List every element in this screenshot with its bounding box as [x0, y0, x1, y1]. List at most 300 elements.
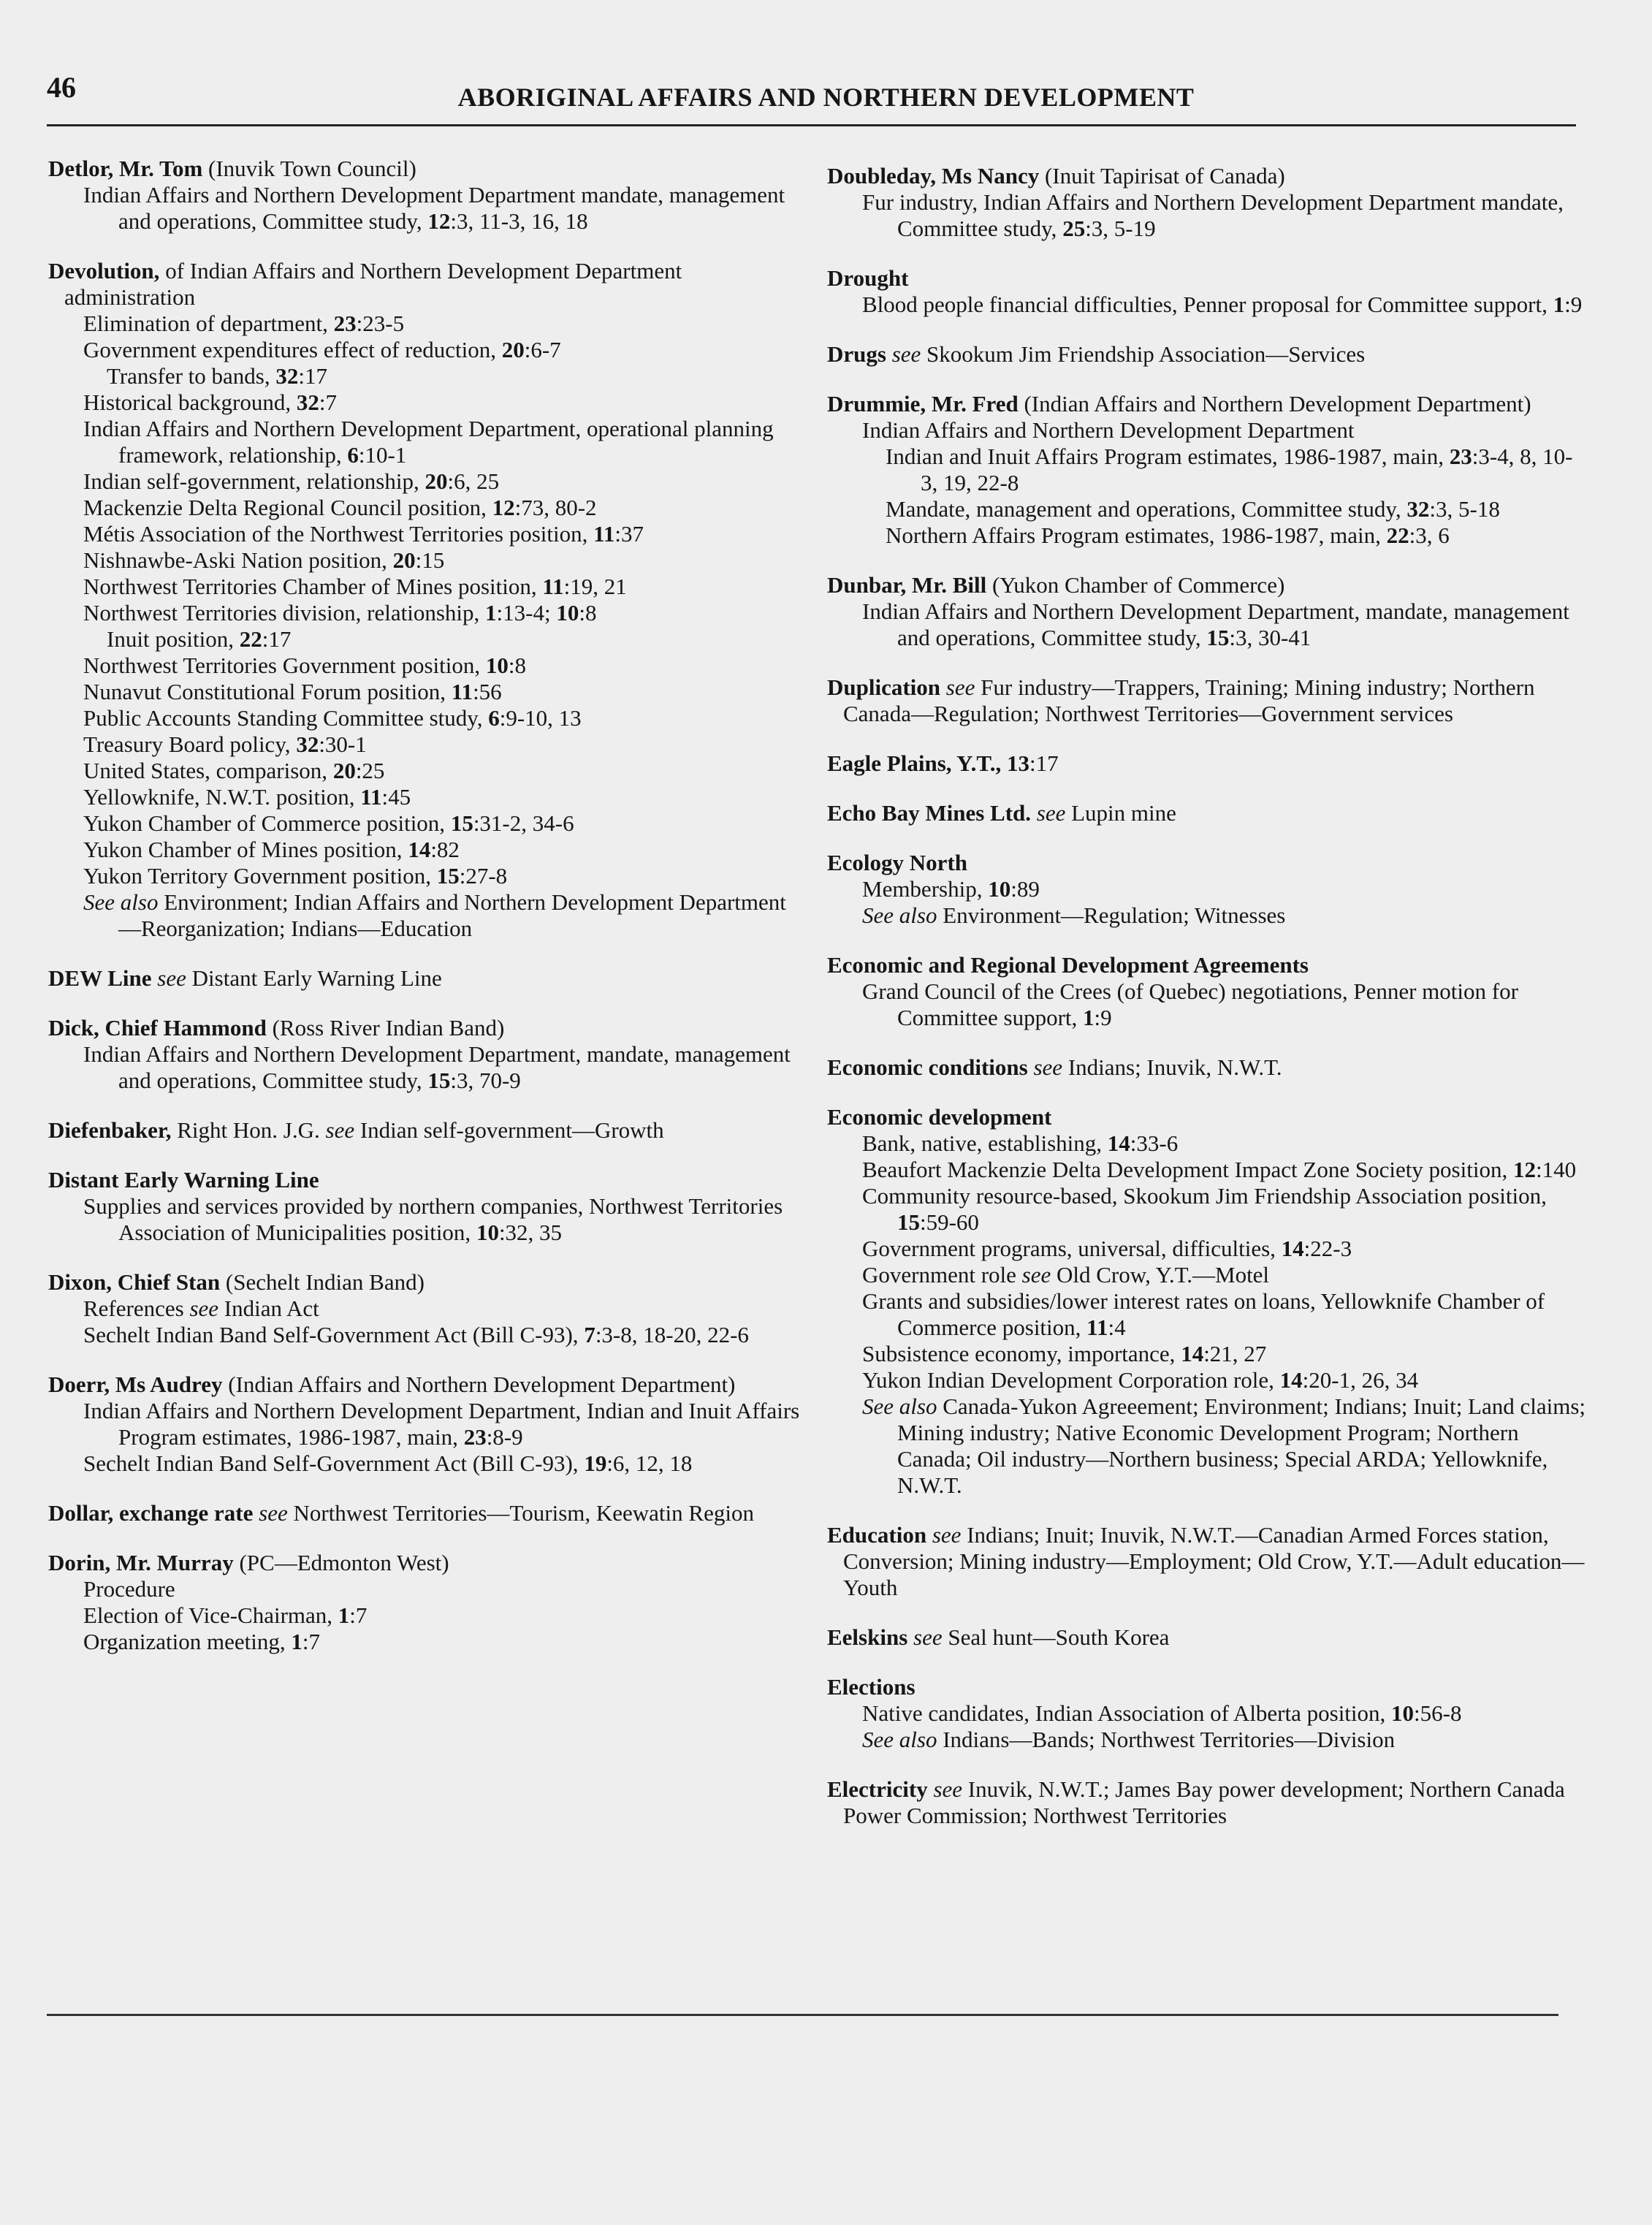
page-reference: 10: [1391, 1700, 1415, 1726]
entry-heading: Ecology North: [827, 850, 968, 875]
entry-text: [907, 1624, 913, 1650]
index-entry: [827, 1054, 1587, 1081]
entry-text: :17: [298, 363, 327, 389]
subentry: [827, 1727, 1587, 1753]
cross-reference-label: see: [1021, 1262, 1051, 1288]
entry-text: Indian and Inuit Affairs Program estimates, 1986-1987, main,: [886, 444, 1450, 469]
entry-text: [926, 1522, 932, 1548]
page-reference: 20: [392, 547, 416, 573]
index-entry: [827, 952, 1587, 1031]
header-rule: [47, 124, 1576, 126]
entry-text: :22-3: [1303, 1236, 1352, 1261]
subentry: [48, 337, 808, 363]
entry-heading-line: [48, 1269, 808, 1296]
entry-text: Sechelt Indian Band Self-Government Act (Bill C-93),: [83, 1450, 585, 1476]
entry-text: :4: [1108, 1315, 1126, 1340]
entry-heading: Drummie, Mr. Fred: [827, 391, 1019, 417]
entry-text: Indian Affairs and Northern Development Department mandate, management and operations, Committee study,: [83, 182, 785, 234]
subentry: [827, 292, 1587, 318]
entry-text: Public Accounts Standing Committee study,: [83, 705, 489, 731]
subentry: [48, 1041, 808, 1094]
index-entry: [827, 265, 1587, 318]
page-reference: 32: [296, 389, 319, 415]
entry-heading: Education: [827, 1522, 927, 1548]
subentry: [827, 189, 1587, 242]
page-reference: 15: [1206, 625, 1230, 650]
entry-text: Government expenditures effect of reduction,: [83, 337, 502, 362]
entry-text: :3, 5-19: [1085, 216, 1156, 241]
entry-text: Lupin mine: [1065, 800, 1176, 826]
entry-text: Environment—Regulation; Witnesses: [937, 902, 1286, 928]
entry-text: :23-5: [356, 311, 405, 336]
entry-heading-line: [827, 674, 1587, 727]
cross-reference-label: see: [1033, 1054, 1063, 1080]
subentry: [48, 731, 808, 758]
page-reference: 20: [501, 337, 525, 362]
subentry: [48, 653, 808, 679]
entry-text: Indian Affairs and Northern Development Department, operational planning framework, relationship,: [83, 416, 774, 468]
subentry: [827, 1130, 1587, 1157]
entry-text: Beaufort Mackenzie Delta Development Impact Zone Society position,: [862, 1157, 1513, 1182]
entry-text: Grand Council of the Crees (of Quebec) negotiations, Penner motion for Committee support,: [862, 978, 1518, 1030]
subentry: [827, 902, 1587, 929]
entry-qualifier: (Sechelt Indian Band): [220, 1269, 425, 1295]
running-head: ABORIGINAL AFFAIRS AND NORTHERN DEVELOPMENT: [457, 83, 1195, 112]
entry-heading-line: [48, 1015, 808, 1041]
page-number: 46: [47, 71, 76, 104]
entry-text: Nunavut Constitutional Forum position,: [83, 679, 452, 704]
entry-qualifier: (Indian Affairs and Northern Development Department): [1018, 391, 1531, 417]
entry-text: :21, 27: [1203, 1341, 1267, 1366]
entry-text: Fur industry, Indian Affairs and Northern Development Department mandate, Committee study,: [862, 189, 1564, 241]
entry-heading-line: [827, 1522, 1587, 1601]
entry-heading-line: [827, 163, 1587, 189]
entry-heading: Dick, Chief Hammond: [48, 1015, 267, 1041]
subentry: [827, 1341, 1587, 1367]
page-reference: 22: [239, 626, 262, 652]
entry-heading: Dorin, Mr. Murray: [48, 1550, 234, 1575]
entry-heading-line: [827, 1054, 1587, 1081]
entry-text: :19, 21: [563, 574, 627, 599]
subentry: [827, 1700, 1587, 1727]
entry-text: Procedure: [83, 1576, 175, 1602]
entry-text: :17: [262, 626, 292, 652]
entry-heading-line: [827, 1624, 1587, 1651]
entry-text: Indian self-government—Growth: [354, 1117, 664, 1143]
subentry: [827, 598, 1587, 651]
entry-text: Sechelt Indian Band Self-Government Act (Bill C-93),: [83, 1322, 585, 1347]
entry-heading: DEW Line: [48, 965, 152, 991]
footer-rule: [47, 2014, 1558, 2016]
page-reference: 14: [1281, 1236, 1304, 1261]
index-entry: [48, 258, 808, 942]
index-entry: [48, 1372, 808, 1477]
subentry: [48, 363, 808, 389]
entry-text: :3, 70-9: [450, 1068, 521, 1093]
entry-text: Northwest Territories Government position,: [83, 653, 486, 678]
entry-qualifier: (Indian Affairs and Northern Development Department): [222, 1372, 736, 1397]
entry-text: Indian self-government, relationship,: [83, 468, 425, 494]
cross-reference-label: see: [259, 1500, 288, 1526]
entry-text: :32, 35: [498, 1220, 563, 1245]
entry-heading-line: [827, 265, 1587, 292]
subentry: [48, 521, 808, 547]
entry-text: [1031, 800, 1037, 826]
entry-text: :10-1: [358, 442, 407, 468]
entry-text: :7: [302, 1629, 320, 1654]
subentry: [48, 1296, 808, 1322]
entry-text: Fur industry—Trappers, Training; Mining industry; Northern Canada—Regulation; Northwest Territories—Government services: [843, 674, 1535, 726]
entry-text: :8: [508, 653, 526, 678]
page-reference: 14: [408, 837, 431, 862]
entry-text: :15: [415, 547, 445, 573]
entry-text: Seal hunt—South Korea: [942, 1624, 1170, 1650]
entry-heading-line: [827, 952, 1587, 978]
subentry: [48, 416, 808, 468]
subentry: [48, 705, 808, 731]
entry-text: :7: [349, 1602, 368, 1628]
entry-text: United States, comparison,: [83, 758, 333, 783]
entry-text: Métis Association of the Northwest Territories position,: [83, 521, 594, 547]
cross-reference-label: See also: [862, 1727, 937, 1752]
subentry: [48, 495, 808, 521]
entry-text: :56: [473, 679, 502, 704]
index-entry: [48, 1500, 808, 1526]
page-reference: 14: [1181, 1341, 1204, 1366]
entry-heading: Echo Bay Mines Ltd.: [827, 800, 1032, 826]
entry-text: :82: [430, 837, 460, 862]
index-entry: [827, 1522, 1587, 1601]
page-reference: 7: [584, 1322, 595, 1347]
index-entry: [827, 750, 1587, 777]
subentry: [48, 837, 808, 863]
entry-text: Northwest Territories—Tourism, Keewatin Region: [287, 1500, 754, 1526]
page-reference: 10: [485, 653, 509, 678]
entry-text: :45: [381, 784, 411, 810]
subentry: [48, 311, 808, 337]
entry-heading-line: [48, 258, 808, 311]
entry-heading: Distant Early Warning Line: [48, 1167, 319, 1193]
page-reference: 10: [556, 600, 579, 625]
entry-heading: Elections: [827, 1674, 916, 1700]
entry-qualifier: (Ross River Indian Band): [266, 1015, 505, 1041]
entry-text: :8-9: [486, 1424, 523, 1450]
page-reference: 1: [1083, 1005, 1095, 1030]
entry-text: Yukon Chamber of Mines position,: [83, 837, 408, 862]
subentry: [48, 574, 808, 600]
entry-text: :33-6: [1130, 1130, 1179, 1156]
cross-reference-label: See also: [862, 1393, 937, 1419]
subentry: [827, 1288, 1587, 1341]
cross-reference-label: see: [913, 1624, 943, 1650]
page-reference: 1: [485, 600, 497, 625]
entry-heading-line: [827, 850, 1587, 876]
index-entry: [827, 163, 1587, 242]
entry-text: :9-10, 13: [499, 705, 582, 731]
index-entry: [48, 1550, 808, 1655]
cross-reference-label: see: [932, 1522, 962, 1548]
entry-heading: Eagle Plains, Y.T.,: [827, 750, 1002, 776]
entry-heading: Doerr, Ms Audrey: [48, 1372, 223, 1397]
entry-heading-line: [827, 1674, 1587, 1700]
entry-text: Organization meeting,: [83, 1629, 292, 1654]
entry-text: Grants and subsidies/lower interest rates on loans, Yellowknife Chamber of Commerce position,: [862, 1288, 1545, 1340]
entry-text: Native candidates, Indian Association of Alberta position,: [862, 1700, 1392, 1726]
entry-text: :59-60: [920, 1209, 979, 1235]
subentry: [827, 1183, 1587, 1236]
index-entry: [827, 1674, 1587, 1753]
entry-heading-line: [48, 1372, 808, 1398]
entry-heading: Dollar, exchange rate: [48, 1500, 254, 1526]
page-reference: 15: [427, 1068, 451, 1093]
cross-reference-label: see: [157, 965, 186, 991]
entry-text: Historical background,: [83, 389, 297, 415]
entry-text: Blood people financial difficulties, Penner proposal for Committee support,: [862, 292, 1553, 317]
subentry: [48, 784, 808, 810]
subentry: [827, 1157, 1587, 1183]
page-reference: 14: [1279, 1367, 1303, 1393]
page-reference: 11: [451, 679, 473, 704]
entry-text: Canada-Yukon Agreeement; Environment; Indians; Inuit; Land claims; Mining industry; Native Economic Development Program; Northern Canada; Oil industry—Northern business; Special ARDA; Yellowknife, N.W.T.: [897, 1393, 1586, 1498]
index-entry: [48, 1269, 808, 1348]
index-column-left: [48, 156, 808, 1678]
entry-text: Indian Affairs and Northern Development Department: [862, 417, 1355, 443]
index-entry: [827, 1104, 1587, 1499]
entry-heading: Diefenbaker,: [48, 1117, 172, 1143]
entry-text: Northwest Territories Chamber of Mines position,: [83, 574, 543, 599]
page-reference: 15: [897, 1209, 920, 1235]
subentry: [827, 444, 1587, 496]
index-entry: [827, 800, 1587, 826]
page-reference: 19: [584, 1450, 607, 1476]
entry-text: [886, 341, 892, 367]
entry-text: Environment; Indian Affairs and Northern Development Department—Reorganization; Indians—Education: [118, 889, 786, 941]
subentry: [827, 1393, 1587, 1499]
entry-text: Elimination of department,: [83, 311, 334, 336]
index-entry: [827, 1624, 1587, 1651]
subentry: [827, 1236, 1587, 1262]
page-reference: 10: [476, 1220, 499, 1245]
subentry: [48, 758, 808, 784]
entry-heading-line: [48, 1117, 808, 1144]
page-reference: 32: [296, 731, 319, 757]
entry-heading-line: [827, 750, 1587, 777]
cross-reference-label: see: [325, 1117, 355, 1143]
page-reference: 11: [1086, 1315, 1108, 1340]
entry-text: Indians; Inuvik, N.W.T.: [1062, 1054, 1282, 1080]
entry-text: :9: [1094, 1005, 1112, 1030]
index-entry: [827, 674, 1587, 727]
index-entry: [827, 572, 1587, 651]
subentry: [827, 417, 1587, 444]
page-reference: 10: [988, 876, 1011, 902]
entry-heading: Doubleday, Ms Nancy: [827, 163, 1040, 189]
subentry: [48, 679, 808, 705]
entry-text: :8: [579, 600, 597, 625]
entry-heading-line: [827, 391, 1587, 417]
subentry: [48, 1322, 808, 1348]
entry-heading-line: [827, 341, 1587, 368]
subentry: [48, 1602, 808, 1629]
entry-text: :6-7: [524, 337, 561, 362]
subentry: [827, 978, 1587, 1031]
entry-text: :27-8: [459, 863, 508, 889]
entry-text: Northwest Territories division, relationship,: [83, 600, 486, 625]
entry-text: Indian Affairs and Northern Development Department, mandate, management and operations, Committee study,: [83, 1041, 791, 1093]
entry-heading-line: [48, 1550, 808, 1576]
entry-text: Community resource-based, Skookum Jim Friendship Association position,: [862, 1183, 1547, 1209]
entry-qualifier: (Inuit Tapirisat of Canada): [1039, 163, 1285, 189]
entry-text: :7: [319, 389, 337, 415]
entry-text: Indian Affairs and Northern Development Department, mandate, management and operations, Committee study,: [862, 598, 1569, 650]
entry-text: Indians; Inuit; Inuvik, N.W.T.—Canadian Armed Forces station, Conversion; Mining industry—Employment; Old Crow, Y.T.—Adult education—Youth: [843, 1522, 1585, 1600]
entry-text: [940, 674, 946, 700]
page-reference: 1: [291, 1629, 302, 1654]
entry-text: Yukon Territory Government position,: [83, 863, 437, 889]
entry-heading: Economic conditions: [827, 1054, 1028, 1080]
entry-qualifier: (Inuvik Town Council): [202, 156, 416, 181]
page-reference: 11: [360, 784, 382, 810]
entry-text: Mackenzie Delta Regional Council position,: [83, 495, 492, 520]
index-column-right: [827, 163, 1587, 1852]
index-entry: [48, 1015, 808, 1094]
entry-text: Government role: [862, 1262, 1022, 1288]
page-reference: 1: [1553, 292, 1565, 317]
entry-text: :30-1: [319, 731, 367, 757]
entry-text: Transfer to bands,: [107, 363, 276, 389]
entry-heading-line: [827, 800, 1587, 826]
entry-qualifier: (PC—Edmonton West): [233, 1550, 449, 1575]
subentry: [48, 1629, 808, 1655]
entry-text: [253, 1500, 259, 1526]
entry-qualifier: of Indian Affairs and Northern Development Department administration: [64, 258, 682, 310]
entry-heading-line: [48, 1167, 808, 1193]
cross-reference-label: See also: [862, 902, 937, 928]
entry-text: Treasury Board policy,: [83, 731, 297, 757]
entry-text: :25: [355, 758, 385, 783]
entry-text: Northern Affairs Program estimates, 1986-1987, main,: [886, 522, 1387, 548]
entry-heading: Dunbar, Mr. Bill: [827, 572, 987, 598]
subentry: [48, 889, 808, 942]
page-reference: 15: [450, 810, 473, 836]
entry-heading: Economic and Regional Development Agreements: [827, 952, 1309, 978]
entry-text: Skookum Jim Friendship Association—Services: [921, 341, 1366, 367]
entry-text: Election of Vice-Chairman,: [83, 1602, 338, 1628]
entry-heading-line: [827, 572, 1587, 598]
subentry: [48, 1576, 808, 1602]
entry-text: Yukon Chamber of Commerce position,: [83, 810, 451, 836]
page-reference: 22: [1386, 522, 1409, 548]
subentry: [827, 1262, 1587, 1288]
entry-heading-line: [827, 1104, 1587, 1130]
page-reference: 11: [593, 521, 615, 547]
subentry: [827, 1367, 1587, 1393]
page-reference: 12: [492, 495, 515, 520]
entry-text: :140: [1535, 1157, 1577, 1182]
entry-text: Indian Act: [218, 1296, 319, 1321]
index-entry: [48, 1167, 808, 1246]
entry-text: Bank, native, establishing,: [862, 1130, 1108, 1156]
entry-text: Old Crow, Y.T.—Motel: [1051, 1262, 1270, 1288]
entry-text: Nishnawbe-Aski Nation position,: [83, 547, 393, 573]
entry-text: :73, 80-2: [514, 495, 597, 520]
entry-text: Membership,: [862, 876, 989, 902]
subentry: [48, 468, 808, 495]
cross-reference-label: see: [933, 1776, 963, 1802]
entry-text: :3-4, 8, 10-3, 19, 22-8: [921, 444, 1573, 495]
page-reference: 1: [338, 1602, 350, 1628]
index-entry: [48, 965, 808, 992]
page-reference: 6: [488, 705, 500, 731]
entry-heading-line: [48, 156, 808, 182]
entry-text: Subsistence economy, importance,: [862, 1341, 1181, 1366]
entry-text: :13-4;: [496, 600, 557, 625]
entry-heading-line: [827, 1776, 1587, 1829]
cross-reference-label: see: [891, 341, 921, 367]
subentry: [48, 182, 808, 235]
entry-text: :3, 6: [1409, 522, 1450, 548]
entry-text: References: [83, 1296, 190, 1321]
cross-reference-label: see: [1036, 800, 1066, 826]
entry-qualifier: (Yukon Chamber of Commerce): [986, 572, 1285, 598]
entry-text: :37: [614, 521, 644, 547]
entry-text: Government programs, universal, difficulties,: [862, 1236, 1282, 1261]
page-reference: 20: [425, 468, 448, 494]
entry-text: Inuvik, N.W.T.; James Bay power development; Northern Canada Power Commission; Northwest Territories: [843, 1776, 1565, 1828]
entry-text: Mandate, management and operations, Committee study,: [886, 496, 1407, 522]
page-reference: 14: [1107, 1130, 1130, 1156]
index-entry: [827, 850, 1587, 929]
entry-text: :89: [1010, 876, 1040, 902]
entry-text: :20-1, 26, 34: [1302, 1367, 1419, 1393]
entry-text: :3, 5-18: [1429, 496, 1500, 522]
page-reference: 23: [1449, 444, 1472, 469]
page-reference: 23: [463, 1424, 487, 1450]
index-entry: [827, 1776, 1587, 1829]
index-entry: [827, 391, 1587, 549]
page-reference: 15: [436, 863, 460, 889]
entry-heading: Dixon, Chief Stan: [48, 1269, 221, 1295]
entry-heading-line: [48, 1500, 808, 1526]
entry-text: :3, 30-41: [1229, 625, 1312, 650]
entry-text: :56-8: [1414, 1700, 1462, 1726]
index-entry: [48, 156, 808, 235]
entry-text: Indians—Bands; Northwest Territories—Division: [937, 1727, 1396, 1752]
page-reference: 6: [347, 442, 359, 468]
entry-text: :17: [1029, 750, 1059, 776]
entry-heading: Drought: [827, 265, 909, 291]
subentry: [48, 863, 808, 889]
page-reference: 32: [275, 363, 299, 389]
entry-qualifier: Right Hon. J.G.: [171, 1117, 326, 1143]
subentry: [48, 1193, 808, 1246]
subentry: [827, 496, 1587, 522]
entry-text: :3-8, 18-20, 22-6: [595, 1322, 749, 1347]
entry-text: :31-2, 34-6: [473, 810, 574, 836]
index-entry: [827, 341, 1587, 368]
subentry: [48, 1398, 808, 1450]
entry-text: :9: [1564, 292, 1583, 317]
entry-text: Supplies and services provided by northern companies, Northwest Territories Association of Municipalities position,: [83, 1193, 783, 1245]
entry-text: :3, 11-3, 16, 18: [450, 208, 588, 234]
entry-heading: Eelskins: [827, 1624, 908, 1650]
subentry: [48, 626, 808, 653]
page-reference: 20: [332, 758, 356, 783]
entry-text: Yellowknife, N.W.T. position,: [83, 784, 361, 810]
entry-heading: Electricity: [827, 1776, 928, 1802]
entry-heading: Drugs: [827, 341, 886, 367]
subentry: [827, 876, 1587, 902]
